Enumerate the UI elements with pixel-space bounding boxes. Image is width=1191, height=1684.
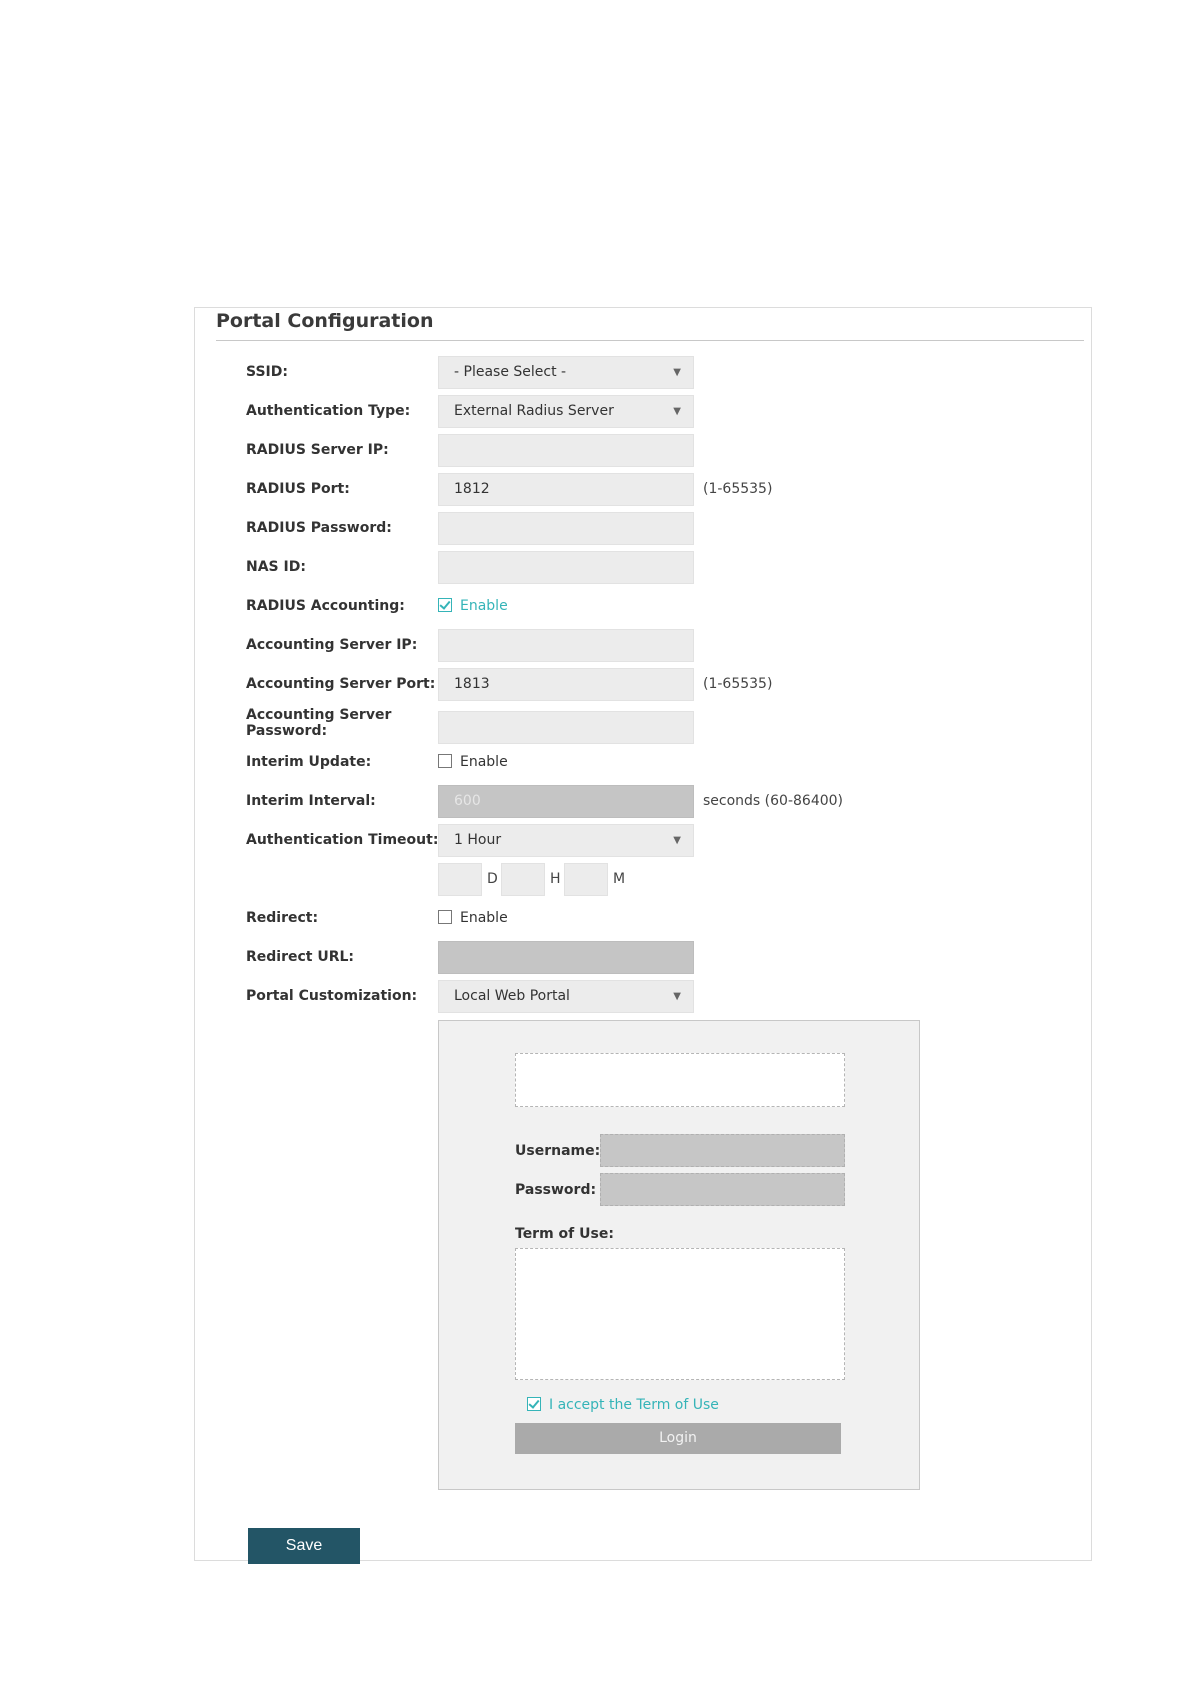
auth-timeout-select[interactable] — [438, 824, 694, 857]
chevron-down-icon: ▼ — [673, 835, 681, 846]
interim-update-enable-label: Enable — [460, 754, 508, 770]
accounting-server-ip-label: Accounting Server IP: — [246, 637, 418, 653]
nas-id-input[interactable] — [438, 551, 694, 584]
timeout-minutes-input[interactable] — [564, 863, 608, 896]
chevron-down-icon: ▼ — [673, 406, 681, 417]
accept-terms-checkbox[interactable] — [527, 1395, 719, 1415]
accounting-server-port-input[interactable]: 1813 — [438, 668, 694, 701]
radius-accounting-label: RADIUS Accounting: — [246, 598, 405, 614]
title-divider — [216, 340, 1084, 341]
checkbox-checked-icon[interactable] — [527, 1397, 541, 1411]
redirect-url-label: Redirect URL: — [246, 949, 355, 965]
portal-customization-label: Portal Customization: — [246, 988, 418, 1004]
auth-type-select[interactable] — [438, 395, 694, 428]
accept-terms-label: I accept the Term of Use — [549, 1397, 719, 1413]
timeout-hours-unit: H — [550, 871, 561, 887]
redirect-enable-label: Enable — [460, 910, 508, 926]
portal-customization-select-value: Local Web Portal — [454, 988, 570, 1004]
ssid-select[interactable] — [438, 356, 694, 389]
auth-timeout-select-value: 1 Hour — [454, 832, 502, 848]
timeout-days-unit: D — [487, 871, 498, 887]
radius-server-ip-label: RADIUS Server IP: — [246, 442, 389, 458]
interim-interval-hint: seconds (60-86400) — [703, 793, 843, 809]
interim-interval-input: 600 — [438, 785, 694, 818]
preview-password-label: Password: — [515, 1182, 597, 1198]
preview-password-input — [600, 1173, 845, 1206]
accounting-server-port-label: Accounting Server Port: — [246, 676, 436, 692]
radius-accounting-enable-label: Enable — [460, 598, 508, 614]
redirect-checkbox[interactable] — [438, 908, 508, 928]
portal-preview — [438, 1020, 920, 1490]
redirect-url-input — [438, 941, 694, 974]
accounting-server-port-hint: (1-65535) — [703, 676, 773, 692]
radius-password-input[interactable] — [438, 512, 694, 545]
interim-update-label: Interim Update: — [246, 754, 372, 770]
accounting-server-password-input[interactable] — [438, 711, 694, 744]
checkbox-icon[interactable] — [438, 754, 452, 768]
preview-terms-label: Term of Use: — [515, 1226, 614, 1242]
timeout-minutes-unit: M — [613, 871, 626, 887]
ssid-label: SSID: — [246, 364, 288, 380]
auth-type-label: Authentication Type: — [246, 403, 411, 419]
radius-accounting-checkbox[interactable] — [438, 596, 508, 616]
page-title: Portal Configuration — [216, 310, 434, 332]
terms-of-use-textarea[interactable] — [515, 1248, 845, 1380]
checkbox-icon[interactable] — [438, 910, 452, 924]
timeout-hours-input[interactable] — [501, 863, 545, 896]
interim-interval-label: Interim Interval: — [246, 793, 376, 809]
checkbox-checked-icon[interactable] — [438, 598, 452, 612]
nas-id-label: NAS ID: — [246, 559, 306, 575]
preview-username-input — [600, 1134, 845, 1167]
login-button[interactable]: Login — [515, 1423, 841, 1454]
accounting-server-ip-input[interactable] — [438, 629, 694, 662]
redirect-label: Redirect: — [246, 910, 319, 926]
logo-placeholder[interactable] — [515, 1053, 845, 1107]
timeout-days-input[interactable] — [438, 863, 482, 896]
auth-timeout-label: Authentication Timeout: — [246, 832, 439, 848]
interim-update-checkbox[interactable] — [438, 752, 508, 772]
accounting-server-password-label — [246, 707, 391, 739]
chevron-down-icon: ▼ — [673, 991, 681, 1002]
radius-port-input[interactable]: 1812 — [438, 473, 694, 506]
auth-type-select-value: External Radius Server — [454, 403, 614, 419]
radius-server-ip-input[interactable] — [438, 434, 694, 467]
save-button[interactable]: Save — [248, 1528, 360, 1564]
accounting-server-password-label-line1: Accounting Server — [246, 707, 392, 723]
chevron-down-icon: ▼ — [673, 367, 681, 378]
accounting-server-password-label-line2: Password: — [246, 723, 328, 739]
portal-configuration-panel — [194, 307, 1092, 1561]
radius-password-label: RADIUS Password: — [246, 520, 392, 536]
portal-customization-select[interactable] — [438, 980, 694, 1013]
ssid-select-value: - Please Select - — [454, 364, 567, 380]
preview-username-label: Username: — [515, 1143, 601, 1159]
radius-port-label: RADIUS Port: — [246, 481, 350, 497]
radius-port-hint: (1-65535) — [703, 481, 773, 497]
